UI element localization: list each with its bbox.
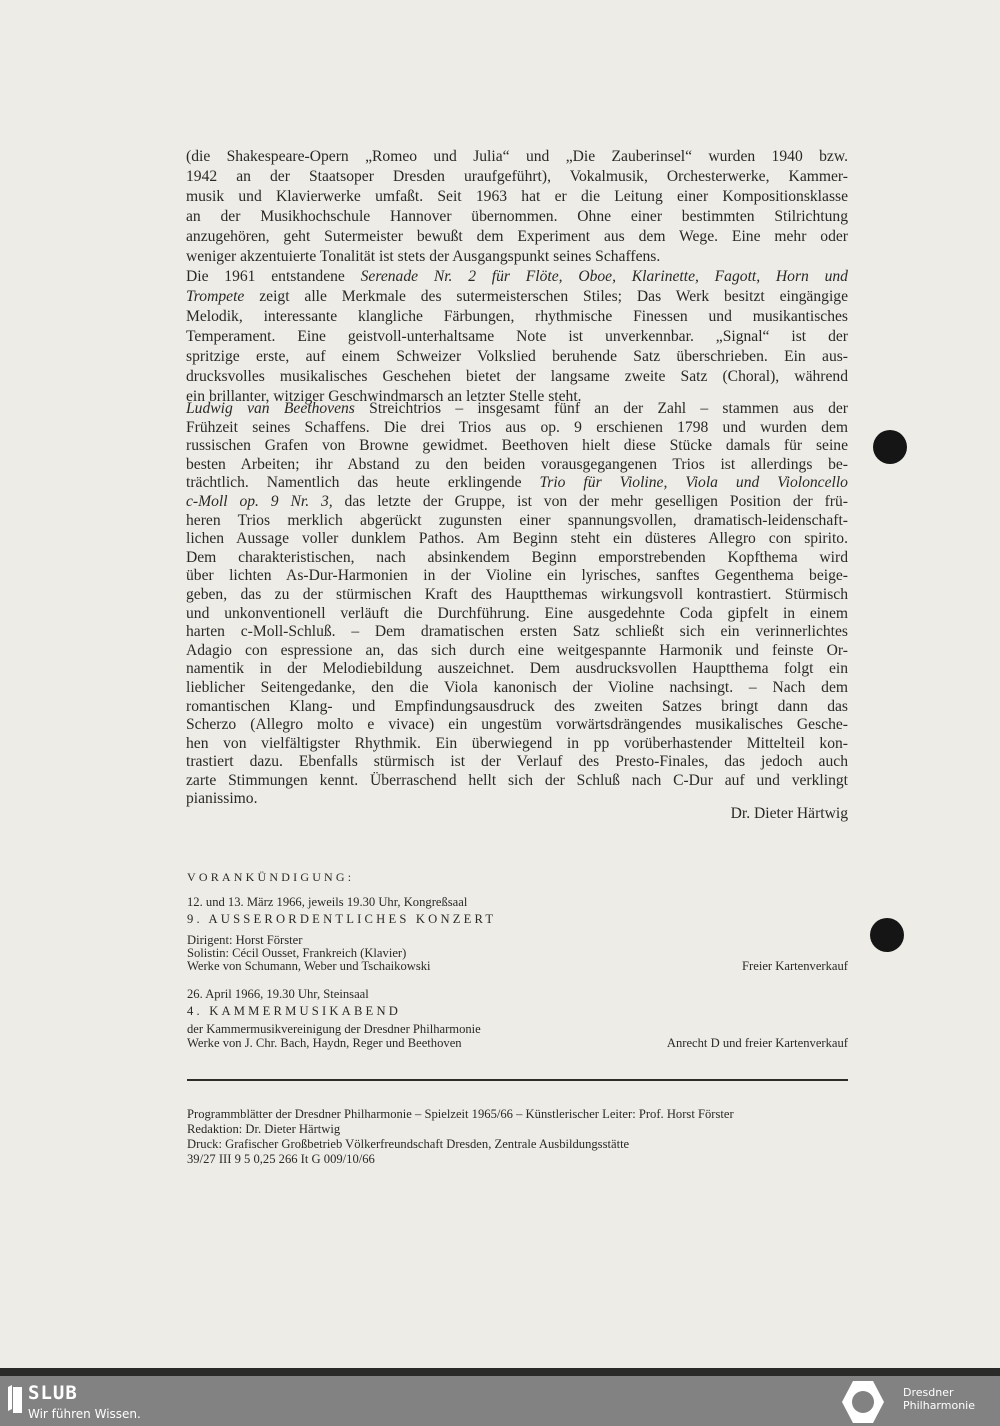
event2-title: 4. KAMMERMUSIKABEND	[187, 1004, 402, 1018]
text-line: romantischen Klang- und Empfindungsausdruck des zweiten Satzes bringt dann das	[186, 697, 848, 715]
text-line: heren Trios merklich abgerückt zugunsten einer spannungsvollen, dramatisch-leidenschaft-	[186, 511, 848, 529]
text-line: über lichten As-Dur-Harmonien in der Violine ein lyrisches, sanftes Gegenthema beige-	[186, 567, 848, 585]
philharmonie-logo-text	[903, 1386, 975, 1412]
text-segment: pianissimo.	[186, 790, 258, 808]
text-line: und unkonventionell verläuft die Durchführung. Eine ausgedehnte Coda gipfelt in einem	[186, 604, 848, 622]
text-line: an der Musikhochschule Hannover übernommen. Ohne einer bestimmten Stilrichtung	[186, 208, 848, 225]
text-line: drucksvolles musikalisches Geschehen bietet der langsame zweite Satz (Choral), während	[186, 368, 848, 385]
event2-works: Werke von J. Chr. Bach, Haydn, Reger und Beethoven	[187, 1036, 462, 1050]
text-line: musik und Klavierwerke umfaßt. Seit 1963 hat er die Leitung einer Kompositionsklasse	[186, 188, 848, 205]
text-line	[186, 493, 848, 512]
divider-rule	[187, 1079, 848, 1081]
text-line: geben, das zu der stürmischen Kraft des Hauptthemas wirkungsvoll kontrastiert. Stürmisch	[186, 585, 848, 603]
text-segment: trächtlich. Namentlich das heute erklingende	[186, 474, 540, 492]
text-line: (die Shakespeare-Opern „Romeo und Julia“ und „Die Zauberinsel“ wurden 1940 bzw.	[186, 148, 848, 165]
text-line: lichen Aussage voller dunklem Pathos. Am Beginn steht ein düsteres Allegro con spirito.	[186, 530, 848, 548]
text-line	[186, 400, 848, 419]
author-signature: Dr. Dieter Härtwig	[730, 805, 848, 822]
text-segment: das letzte der Gruppe, ist von der mehr geselligen Position der frü-	[332, 492, 848, 510]
text-line: zarte Stimmungen kennt. Überraschend hellt sich der Schluß nach C-Dur auf und verklingt	[186, 771, 848, 789]
text-line: russischen Grafen von Browne gewidmet. Beethoven hielt diese Stücke damals für seine	[186, 437, 848, 455]
text-line: anzugehören, geht Sutermeister bewußt dem Experiment aus dem Wege. Eine mehr oder	[186, 228, 848, 245]
text-segment: weniger akzentuierte Tonalität ist stets der Ausgangspunkt seines Schaffens.	[186, 248, 661, 265]
text-line: hen von vielfältigster Rhythmik. Ein überwiegend in pp vorüberhastender Mittelteil kon-	[186, 734, 848, 752]
event2-tickets: Anrecht D und freier Kartenverkauf	[666, 1036, 848, 1050]
scan-edge	[0, 1368, 1000, 1376]
text-line: Melodik, interessante klangliche Färbungen, rhythmische Finessen und musikantisches	[186, 308, 848, 325]
text-line: namentik in der Melodiebildung auszeichnet. Dem ausdrucksvollen Hauptthema folgt ein	[186, 660, 848, 678]
footer-bar	[0, 1376, 1000, 1426]
announcement-heading: VORANKÜNDIGUNG:	[187, 870, 355, 884]
text-line	[186, 247, 848, 267]
text-line	[186, 474, 848, 493]
punch-hole	[870, 918, 904, 952]
text-line: spritzige erste, auf einem Schweizer Volkslied beruhende Satz überschrieben. Ein aus-	[186, 348, 848, 365]
text-segment: ein brillanter, witziger Geschwindmarsch an letzter Stelle steht.	[186, 388, 582, 405]
italic-title: Serenade Nr. 2 für Flöte, Oboe, Klarinette, Fagott, Horn und	[360, 268, 848, 285]
italic-title: Ludwig van Beethovens	[186, 400, 355, 417]
text-line: trastiert dazu. Ebenfalls stürmisch ist der Verlauf des Presto-Finales, das jedoch auch	[186, 753, 848, 771]
text-line	[186, 287, 848, 307]
slub-tagline: Wir führen Wissen.	[28, 1407, 141, 1421]
philharmonie-logo-icon[interactable]	[842, 1380, 884, 1424]
imprint	[187, 1107, 734, 1167]
event1-date: 12. und 13. März 1966, jeweils 19.30 Uhr, Kongreßsaal	[187, 895, 468, 909]
text-line	[186, 267, 848, 287]
event2-ensemble: der Kammermusikvereinigung der Dresdner Philharmonie	[187, 1022, 481, 1036]
paragraph-beethoven	[186, 400, 848, 809]
text-line: Frühzeit seines Schaffens. Die drei Trios aus op. 9 erschienen 1798 und wurden dem	[186, 418, 848, 436]
imprint-line: Programmblätter der Dresdner Philharmonie – Spielzeit 1965/66 – Künstlerischer Leiter: Prof. Horst Förster	[187, 1107, 734, 1121]
italic-title: c-Moll op. 9 Nr. 3,	[186, 492, 333, 510]
italic-title: Trompete	[186, 288, 245, 305]
text-segment: zeigt alle Merkmale des sutermeisterschen Stiles; Das Werk besitzt eingängige	[244, 288, 848, 305]
event1-tickets: Freier Kartenverkauf	[742, 959, 848, 973]
imprint-line: Druck: Grafischer Großbetrieb Völkerfreundschaft Dresden, Zentrale Ausbildungsstätte	[187, 1137, 630, 1151]
partner-name-line: Dresdner	[903, 1386, 954, 1399]
event2-date: 26. April 1966, 19.30 Uhr, Steinsaal	[187, 987, 369, 1001]
paragraph-sutermeister	[186, 147, 848, 407]
event1-soloist: Solistin: Cécil Ousset, Frankreich (Klavier)	[187, 946, 407, 960]
text-line: Temperament. Eine geistvoll-unterhaltsame Note ist unverkennbar. „Signal“ ist der	[186, 328, 848, 345]
italic-title: Trio für Violine, Viola und Violoncello	[539, 474, 848, 492]
text-line: lieblicher Seitengedanke, den die Viola kanonisch der Violine nachsingt. – Nach dem	[186, 678, 848, 696]
text-line: harten c-Moll-Schluß. – Dem dramatischen ersten Satz schließt sich ein verinnerlichtes	[186, 623, 848, 641]
imprint-line: 39/27 III 9 5 0,25 266 It G 009/10/66	[187, 1152, 375, 1166]
event1-works: Werke von Schumann, Weber und Tschaikowski	[187, 959, 431, 973]
text-segment: Die 1961 entstandene	[186, 268, 361, 285]
slub-logo-text[interactable]: SLUB	[28, 1382, 78, 1404]
partner-name-line: Philharmonie	[903, 1399, 975, 1412]
text-line: 1942 an der Staatsoper Dresden uraufgeführt), Vokalmusik, Orchesterwerke, Kammer-	[186, 168, 848, 185]
slub-book-icon	[8, 1385, 22, 1413]
text-line: Dem charakteristischen, nach absinkendem Beginn emporstrebenden Kopfthema wird	[186, 548, 848, 566]
text-line: Adagio con espressione an, das sich durch eine weitgespannte Harmonik und feinste Or-	[186, 641, 848, 659]
text-line: Scherzo (Allegro molto e vivace) ein ungestüm vorwärtsdrängendes musikalisches Gesche-	[186, 716, 848, 734]
text-line: besten Arbeiten; ihr Abstand zu den beiden vorausgegangenen Trios ist allerdings be-	[186, 455, 848, 473]
event1-conductor: Dirigent: Horst Förster	[187, 933, 303, 947]
event1-title: 9. AUSSERORDENTLICHES KONZERT	[187, 912, 497, 926]
punch-hole	[873, 430, 907, 464]
imprint-line: Redaktion: Dr. Dieter Härtwig	[187, 1122, 341, 1136]
text-segment: Streichtrios – insgesamt fünf an der Zahl – stammen aus der	[354, 400, 848, 417]
